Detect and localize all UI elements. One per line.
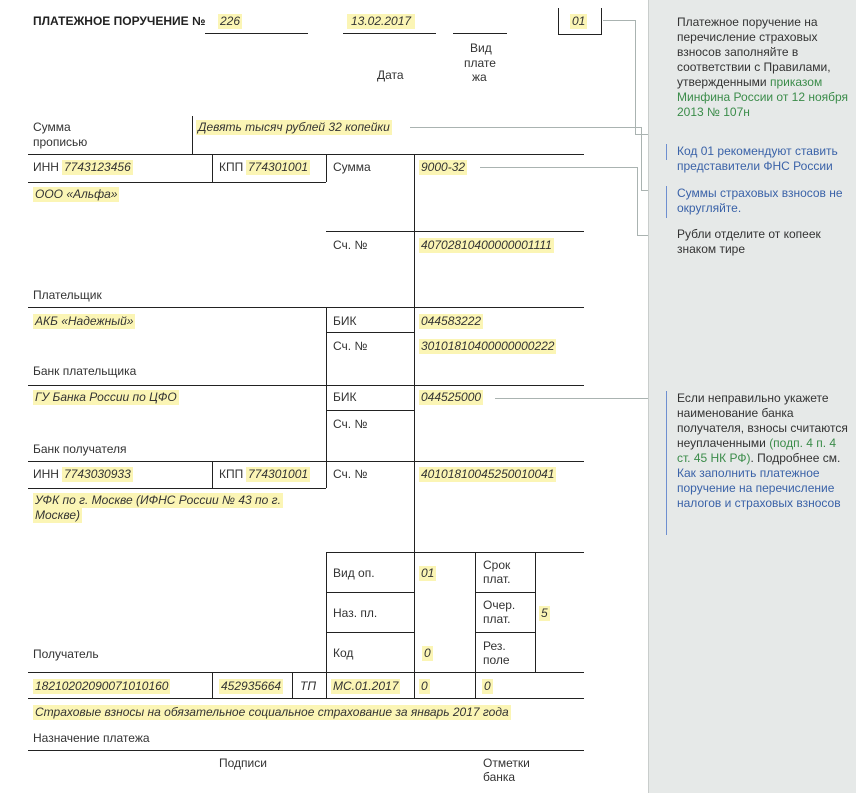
kind-label-2: плате (464, 56, 496, 70)
recipient-kpp: 774301001 (248, 467, 309, 481)
recipient-bank-bik-label: БИК (333, 390, 357, 404)
row-line (28, 672, 584, 673)
column-divider (475, 552, 476, 672)
document-date: 0 (484, 679, 491, 693)
minfin-order-link[interactable]: приказом Минфина России от 12 ноября 2013 № 107н (677, 75, 849, 119)
pointer-line (635, 20, 636, 134)
order-date: 13.02.2017 (347, 14, 415, 29)
payer-sum: 9000-32 (421, 160, 466, 174)
payer-bank-bik: 044583222 (421, 314, 482, 328)
row-line (28, 182, 326, 183)
row-line (326, 231, 584, 232)
tax-code-link[interactable]: (подп. 4 п. 4 ст. 45 НК РФ) (677, 436, 837, 465)
recipient-account-label: Сч. № (333, 467, 368, 481)
payer-bank-name: АКБ «Надежный» (35, 314, 134, 328)
column-divider (326, 552, 327, 672)
row-line (326, 632, 414, 633)
note-dash-separator: Рубли отделите от копеек знаком тире (677, 227, 821, 256)
due-label-2: плат. (483, 572, 511, 586)
amount-words-value: Девять тысяч рублей 32 копейки (198, 120, 390, 134)
priority-label-1: Очер. (483, 598, 516, 612)
reserve-label-2: поле (483, 653, 510, 667)
row-line (475, 632, 535, 633)
date-underline (343, 33, 436, 34)
reserve-label-1: Рез. (483, 639, 506, 653)
purpose-code-label: Наз. пл. (333, 606, 378, 620)
payer-bank-account-label: Сч. № (333, 339, 368, 353)
due-label-1: Срок (483, 558, 511, 572)
priority-value: 5 (541, 606, 548, 620)
recipient-label: Получатель (33, 647, 99, 661)
tax-period: МС.01.2017 (333, 679, 399, 693)
recipient-bank-bik: 044525000 (421, 390, 482, 404)
row-line (326, 592, 414, 593)
code-label: Код (333, 646, 354, 660)
recipient-name-line-1: УФК по г. Москве (ИФНС России № 43 по г. (35, 493, 281, 507)
value-column-divider (414, 154, 415, 672)
row-line (28, 461, 584, 462)
priority-label-2: плат. (483, 612, 511, 626)
signatures-label: Подписи (219, 756, 267, 770)
recipient-inn-label: ИНН (33, 467, 59, 481)
recipient-inn: 7743030933 (64, 467, 131, 481)
column-divider (326, 385, 327, 461)
recipient-bank-label: Банк получателя (33, 442, 127, 456)
payer-bank-bik-label: БИК (333, 314, 357, 328)
inn-kpp-divider (212, 461, 213, 488)
budget-divider (414, 672, 415, 698)
payer-name: ООО «Альфа» (35, 187, 118, 201)
note-no-rounding[interactable]: Суммы страховых взносов не округляйте. (677, 186, 843, 215)
payer-kpp: 774301001 (248, 160, 309, 174)
pointer-line (603, 20, 635, 21)
recipient-kpp-label: КПП (219, 467, 244, 481)
code-value: 0 (424, 646, 431, 660)
row-line (28, 307, 584, 308)
op-kind: 01 (421, 566, 435, 580)
recipient-name-line-2: Москве) (35, 508, 81, 522)
budget-divider (326, 672, 327, 698)
payment-basis: ТП (300, 679, 317, 693)
payer-account: 40702810400000001111 (421, 238, 552, 252)
pointer-line (480, 167, 637, 168)
date-label: Дата (377, 68, 404, 82)
column-divider (326, 461, 327, 488)
oktmo-code: 452935664 (221, 679, 282, 693)
row-line (326, 410, 414, 411)
row-line (28, 750, 584, 751)
row-line (28, 154, 584, 155)
form-code: 01 (572, 14, 586, 28)
row-line (475, 592, 535, 593)
payer-inn: 7743123456 (64, 160, 131, 174)
payer-label: Плательщик (33, 288, 102, 302)
op-kind-label: Вид оп. (333, 566, 375, 580)
note-bracket (666, 186, 667, 218)
recipient-account: 40101810045250010041 (421, 467, 555, 481)
recipient-bank-account-label: Сч. № (333, 417, 368, 431)
payment-purpose-label: Назначение платежа (33, 731, 150, 745)
note-rules (677, 15, 849, 120)
note-bracket (666, 144, 667, 160)
budget-divider (212, 672, 213, 698)
payer-inn-label: ИНН (33, 160, 59, 174)
row-line (28, 698, 584, 699)
note-bracket (666, 391, 667, 535)
order-number: 226 (220, 14, 241, 28)
note-recipient-bank-text: Если неправильно укажете наименование банка получателя, взносы считаются неуплаченными (677, 391, 848, 450)
row-line (326, 552, 584, 553)
pointer-line (637, 167, 638, 235)
document-number: 0 (421, 679, 428, 693)
note-code-01[interactable]: Код 01 рекомендуют ставить представители ФНС России (677, 144, 838, 173)
row-line (326, 332, 414, 333)
number-underline (205, 33, 308, 34)
amount-words-label-1: Сумма (33, 120, 71, 134)
column-divider (535, 552, 536, 672)
pointer-line (410, 127, 641, 128)
kind-label-1: Вид (470, 41, 492, 55)
recipient-bank-name: ГУ Банка России по ЦФО (35, 390, 177, 404)
pointer-line (635, 134, 649, 135)
note-recipient-bank (677, 391, 849, 511)
inn-kpp-divider (212, 154, 213, 182)
pointer-line (641, 127, 642, 190)
kind-label-3: жа (472, 70, 487, 84)
payer-bank-label: Банк плательщика (33, 364, 137, 378)
pointer-line (495, 398, 649, 399)
column-divider (326, 154, 327, 182)
amount-words-label-2: прописью (33, 135, 88, 149)
payer-sum-label: Сумма (333, 160, 371, 174)
note-more-text: . Подробнее см. (750, 451, 841, 465)
budget-divider (475, 672, 476, 698)
bank-marks-label-1: Отметки (483, 756, 530, 770)
budget-divider (292, 672, 293, 698)
row-line (28, 488, 326, 489)
payer-kpp-label: КПП (219, 160, 244, 174)
form-title: ПЛАТЕЖНОЕ ПОРУЧЕНИЕ № (33, 14, 206, 28)
kind-underline (453, 33, 507, 34)
payment-purpose-text: Страховые взносы на обязательное социальное страхование за январь 2017 года (35, 705, 509, 719)
payer-bank-account: 30101810400000000222 (421, 339, 555, 353)
how-to-fill-link[interactable]: Как заполнить платежное поручение на перечисление налогов и страховых взносов (677, 466, 841, 510)
column-divider (326, 307, 327, 385)
row-line (28, 385, 584, 386)
amount-words-divider (192, 116, 193, 154)
payer-account-label: Сч. № (333, 238, 368, 252)
bank-marks-label-2: банка (483, 770, 516, 784)
note-rules-text: Платежное поручение на перечисление страховых взносов заполняйте в соответствии с Правилами, утвержденными (677, 15, 831, 89)
kbk-code: 18210202090071010160 (35, 679, 169, 693)
